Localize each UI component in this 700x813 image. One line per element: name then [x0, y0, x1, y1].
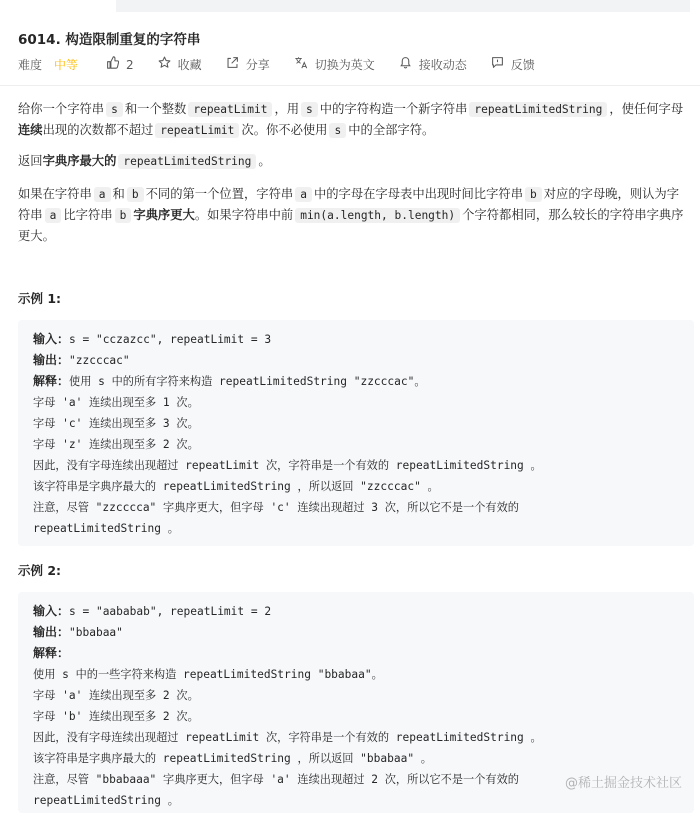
notifications-button[interactable] — [399, 56, 467, 73]
problem-title: 6014. 构造限制重复的字符串 — [18, 32, 201, 48]
description-paragraph-3: 如果在字符串 a 和 b 不同的第一个位置，字符串 a 中的字母在字母表中出现时间比字符串 b 对应的字母晚，则认为字符串 a 比字符串 b 字典序更大。如果字符串中前 min(a.length, b.length) 个字符都相同，那么较长的字符串字典序更大。 — [18, 187, 684, 243]
favorite-button[interactable] — [158, 56, 202, 73]
difficulty-badge: 中等 — [54, 58, 79, 72]
example-2-text-line: 该字符串是字典序最大的 repeatLimitedString ，所以返回 "bbabaa" 。 — [33, 752, 432, 765]
example-2-text-line: 因此，没有字母连续出现超过 repeatLimit 次，字符串是一个有效的 repeatLimitedString 。 — [33, 731, 542, 744]
translate-icon — [294, 56, 308, 73]
example-2-text-line: 使用 s 中的一些字符来构造 repeatLimitedString "bbabaa"。 — [33, 668, 383, 681]
switch-language-label: 切换为英文 — [314, 58, 375, 72]
thumbs-up-icon — [106, 56, 119, 73]
description-paragraph-2: 返回字典序最大的 repeatLimitedString 。 — [18, 154, 271, 168]
like-button[interactable] — [106, 56, 134, 73]
example-1-text-line: 注意，尽管 "zzcccca" 字典序更大，但字母 'c' 连续出现超过 3 次，所以它不是一个有效的 — [33, 501, 519, 514]
header-divider — [0, 85, 700, 86]
notifications-label: 接收动态 — [418, 58, 467, 72]
feedback-button[interactable] — [491, 56, 535, 73]
top-bar — [116, 0, 690, 12]
example-2-text-line: 注意，尽管 "bbabaaa" 字典序更大，但字母 'a' 连续出现超过 2 次，所以它不是一个有效的 — [33, 773, 519, 786]
star-icon — [158, 56, 171, 73]
example-1-code-block — [18, 320, 694, 546]
example-1-text-line: 字母 'z' 连续出现至多 2 次。 — [33, 438, 199, 451]
example-1-output-line: 输出："zzcccac" — [33, 353, 130, 367]
share-label: 分享 — [245, 58, 270, 72]
example-1-text-line: repeatLimitedString 。 — [33, 522, 179, 535]
example-2-explain-line: 解释： — [33, 646, 70, 660]
favorite-label: 收藏 — [177, 58, 202, 72]
share-icon — [226, 56, 239, 73]
example-1-text-line: 字母 'c' 连续出现至多 3 次。 — [33, 417, 199, 430]
share-button[interactable] — [226, 56, 270, 73]
feedback-label: 反馈 — [510, 58, 535, 72]
example-1-explain-line: 解释：使用 s 中的所有字符来构造 repeatLimitedString "zzcccac"。 — [33, 374, 426, 388]
switch-language-button[interactable] — [294, 56, 375, 73]
feedback-icon — [491, 56, 504, 73]
bell-icon — [399, 56, 412, 73]
example-2-input-line: 输入：s = "aababab", repeatLimit = 2 — [33, 604, 272, 618]
like-count: 2 — [126, 57, 134, 72]
example-2-heading: 示例 2: — [18, 563, 62, 578]
problem-meta-bar — [18, 56, 559, 73]
example-2-text-line: 字母 'a' 连续出现至多 2 次。 — [33, 689, 199, 702]
difficulty-label: 难度 — [18, 58, 43, 72]
watermark: @稀土掘金技术社区 — [564, 776, 682, 791]
example-1-text-line: 该字符串是字典序最大的 repeatLimitedString ，所以返回 "zzcccac" 。 — [33, 480, 439, 493]
example-2-text-line: 字母 'b' 连续出现至多 2 次。 — [33, 710, 199, 723]
example-1-text-line: 字母 'a' 连续出现至多 1 次。 — [33, 396, 199, 409]
example-1-text-line: 因此，没有字母连续出现超过 repeatLimit 次，字符串是一个有效的 repeatLimitedString 。 — [33, 459, 542, 472]
description-paragraph-1: 给你一个字符串 s 和一个整数 repeatLimit ，用 s 中的字符构造一个新字符串 repeatLimitedString ，使任何字母连续出现的次数都不超过 repeatLimit 次。你不必使用 s 中的全部字符。 — [18, 102, 684, 137]
example-1-heading: 示例 1: — [18, 291, 62, 306]
example-1-input-line: 输入：s = "cczazcc", repeatLimit = 3 — [33, 332, 272, 346]
example-2-text-line: repeatLimitedString 。 — [33, 794, 179, 807]
example-2-output-line: 输出："bbabaa" — [33, 625, 123, 639]
